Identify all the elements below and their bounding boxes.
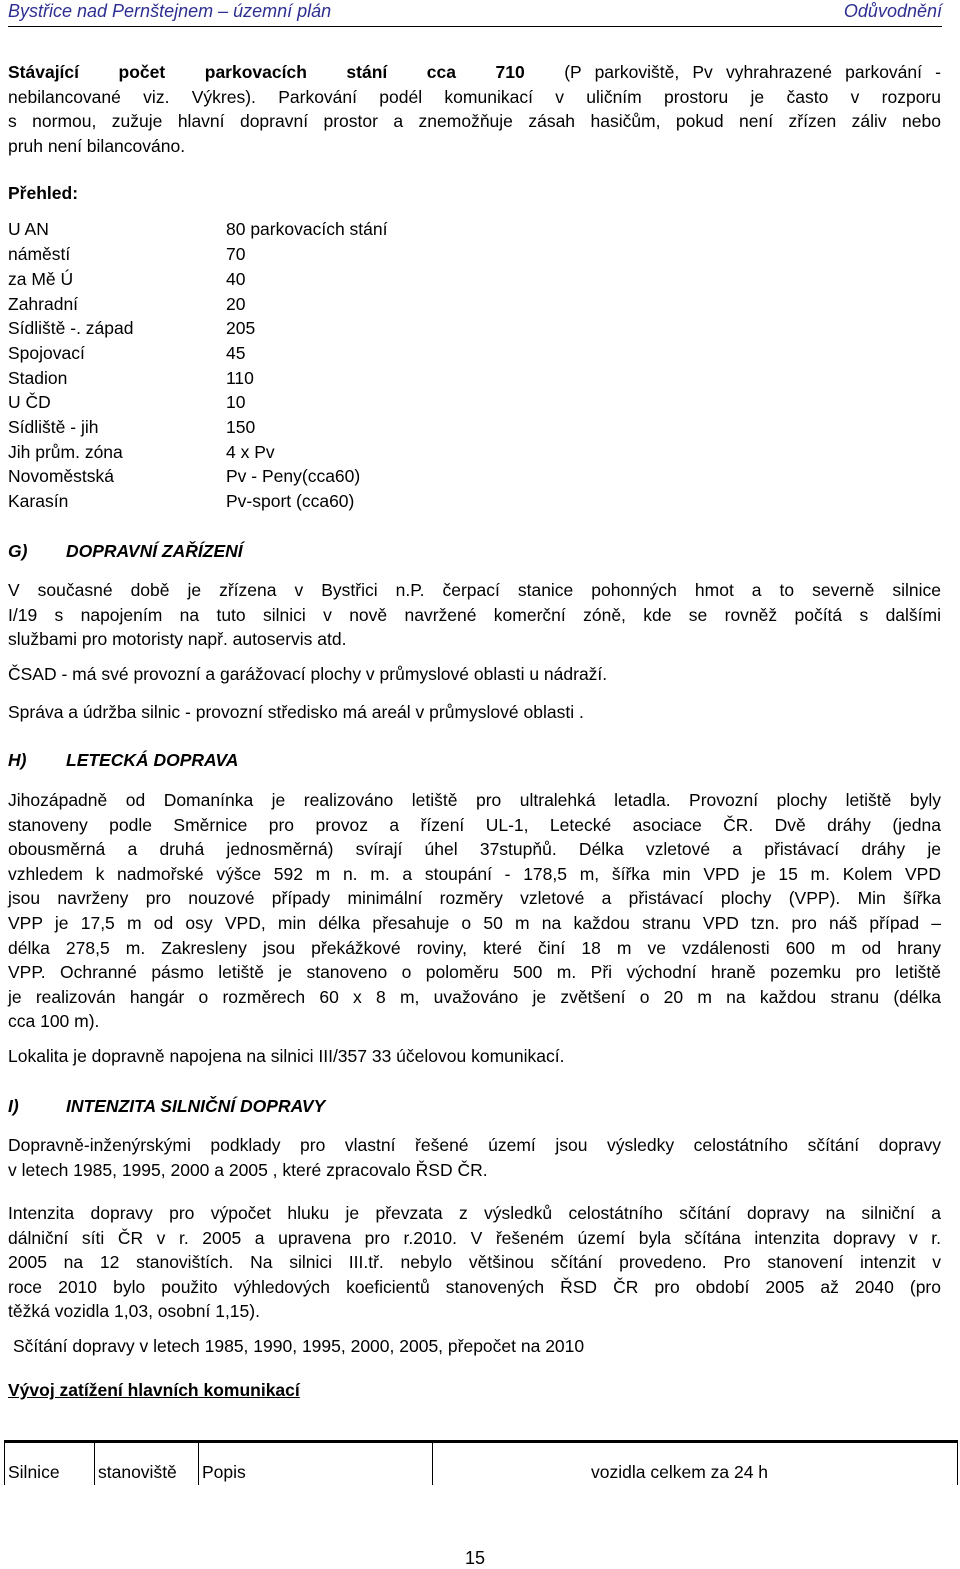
section-heading-i: I) INTENZITA SILNIČNÍ DOPRAVY bbox=[8, 1096, 326, 1116]
location-name: náměstí bbox=[8, 244, 71, 264]
section-g-csad: ČSAD - má své provozní a garážovací plochy v průmyslové oblasti u nádraží. bbox=[8, 664, 608, 684]
location-name: U ČD bbox=[8, 392, 51, 412]
parking-count: 4 x Pv bbox=[226, 442, 275, 462]
traffic-table-header bbox=[4, 1440, 958, 1485]
page-header bbox=[8, 0, 942, 27]
text-line: službami pro motoristy např. autoservis atd. bbox=[8, 629, 347, 650]
section-i-paragraph-1 bbox=[8, 1133, 941, 1182]
parking-count: 20 bbox=[226, 294, 246, 314]
text-line: VPP. Ochranné pásmo letiště je stanoveno o poloměru 500 m. Při východní hraně pozemku pro letiště bbox=[8, 962, 941, 983]
text-line: I/19 s napojením na tuto silnici v nově navržené komerční zóně, kde se rovněž počítá s dalšími bbox=[8, 604, 941, 625]
location-name: U AN bbox=[8, 219, 49, 239]
text-line: Jihozápadně od Domanínka je realizováno letiště pro ultralehká letadla. Provozní plochy letiště byly bbox=[8, 790, 941, 810]
text-line: V současné době je zřízena v Bystřici n.P. čerpací stanice pohonných hmot a to severně silnice bbox=[8, 580, 941, 600]
parking-count: 205 bbox=[226, 318, 256, 338]
section-heading-g: G) DOPRAVNÍ ZAŘÍZENÍ bbox=[8, 541, 243, 561]
text-line: s normou, zužuje hlavní dopravní prostor a znemožňuje zásah hasičům, pokud není zřízen záliv nebo bbox=[8, 111, 941, 132]
census-years-note: Sčítání dopravy v letech 1985, 1990, 1995, 2000, 2005, přepočet na 2010 bbox=[13, 1336, 585, 1356]
text-line: VPP je 17,5 m od osy VPD, min délka přesahuje o 50 m na každou stranu VPD tzn. pro náš případ – bbox=[8, 912, 941, 933]
table-caption: Vývoj zatížení hlavních komunikací bbox=[8, 1380, 300, 1400]
location-name: Jih prům. zóna bbox=[8, 442, 123, 462]
section-g-road-maintenance: Správa a údržba silnic - provozní středisko má areál v průmyslové oblasti . bbox=[8, 702, 584, 722]
location-name: Stadion bbox=[8, 368, 68, 388]
document-section: Odůvodnění bbox=[843, 1, 942, 21]
parking-count: Pv-sport (cca60) bbox=[226, 491, 355, 511]
parking-count: 150 bbox=[226, 417, 256, 437]
section-h-access-road: Lokalita je dopravně napojena na silnici III/357 33 účelovou komunikací. bbox=[8, 1046, 565, 1066]
document-title: Bystřice nad Pernštejnem – územní plán bbox=[8, 1, 332, 21]
text-line: roce 2010 bylo použito výhledových koeficientů stanovených ŘSD ČR pro období 2005 až 2040 (pro bbox=[8, 1276, 941, 1297]
location-name: Sídliště - jih bbox=[8, 417, 99, 437]
table-header-description: Popis bbox=[199, 1443, 433, 1485]
text-line: cca 100 m). bbox=[8, 1011, 100, 1032]
parking-count: 40 bbox=[226, 269, 246, 289]
location-name: Karasín bbox=[8, 491, 69, 511]
text-line: dálniční síti ČR v r. 2005 a upravena pro r.2010. V řešeném území byla sčítána intenzita dopravy v r. bbox=[8, 1227, 941, 1248]
text-line: nebilancované viz. Výkres). Parkování podél komunikací v uličním prostoru je často v rozporu bbox=[8, 86, 941, 107]
location-name: Zahradní bbox=[8, 294, 79, 314]
text-line: obousměrná a druhá jednosměrná) svírají úhel 37stupňů. Délka vzletové a přistávací dráhy je bbox=[8, 839, 941, 860]
parking-count: 110 bbox=[226, 368, 254, 388]
page-number: 15 bbox=[464, 1548, 486, 1568]
section-heading-h: H) LETECKÁ DOPRAVA bbox=[8, 750, 239, 770]
overview-title: Přehled: bbox=[8, 183, 79, 203]
text-line: těžká vozidla 1,03, osobní 1,15). bbox=[8, 1301, 260, 1322]
text-line: délka 278,5 m. Zakresleny jsou překážkové roviny, které činí 18 m ve vzdálenosti 600 m od hrany bbox=[8, 937, 941, 958]
text-line: je realizován hangár o rozměrech 60 x 8 m, uvažováno je zvětšení o 20 m na každou stranu (délka bbox=[8, 986, 941, 1007]
section-g-paragraph bbox=[8, 578, 941, 652]
location-name: Spojovací bbox=[8, 343, 85, 363]
text-line: 2005 na 12 stanovištích. Na silnici III.tř. nebylo většinou sčítání provedeno. Pro stanovení intenzit v bbox=[8, 1252, 941, 1273]
table-header-road: Silnice bbox=[5, 1443, 95, 1485]
location-name: Novoměstská bbox=[8, 466, 115, 486]
section-h-paragraph bbox=[8, 788, 941, 1034]
text-line: pruh není bilancováno. bbox=[8, 135, 186, 156]
text-line: jsou navrženy pro nouzové případy minimální rozměry vzletové a přistávací plochy (VPP). Min šířka bbox=[8, 888, 941, 909]
parking-intro-paragraph bbox=[8, 60, 941, 158]
text-line: Intenzita dopravy pro výpočet hluku je převzata z výsledků celostátního sčítání dopravy na silniční a bbox=[8, 1203, 941, 1223]
table-header-vehicles: vozidla celkem za 24 h bbox=[591, 1462, 769, 1482]
section-i-paragraph-2 bbox=[8, 1201, 941, 1324]
location-name: Sídliště -. západ bbox=[8, 318, 134, 338]
parking-count: 80 parkovacích stání bbox=[226, 219, 388, 239]
parking-count: Pv - Peny(cca60) bbox=[226, 466, 361, 486]
text-line: Dopravně-inženýrskými podklady pro vlastní řešené území jsou výsledky celostátního sčítání dopravy bbox=[8, 1135, 941, 1155]
parking-count: 10 bbox=[226, 392, 246, 412]
table-header-station: stanoviště bbox=[95, 1443, 199, 1485]
text-line: vzhledem k nadmořské výšce 592 m n. m. a stoupání - 178,5 m, šířka min VPD je 15 m. Kolem VPD bbox=[8, 863, 941, 884]
location-name: za Mě Ú bbox=[8, 269, 74, 289]
parking-count: 70 bbox=[226, 244, 246, 264]
text-line: stanoveny podle Směrnice pro provoz a řízení UL-1, Letecké asociace ČR. Dvě dráhy (jedna bbox=[8, 814, 941, 835]
parking-count: 45 bbox=[226, 343, 246, 363]
text-line: v letech 1985, 1995, 2000 a 2005 , které zpracovalo ŘSD ČR. bbox=[8, 1159, 488, 1180]
text-line: Stávající počet parkovacích stání cca 710 (P parkoviště, Pv vyhrahrazené parkování - bbox=[8, 62, 942, 82]
